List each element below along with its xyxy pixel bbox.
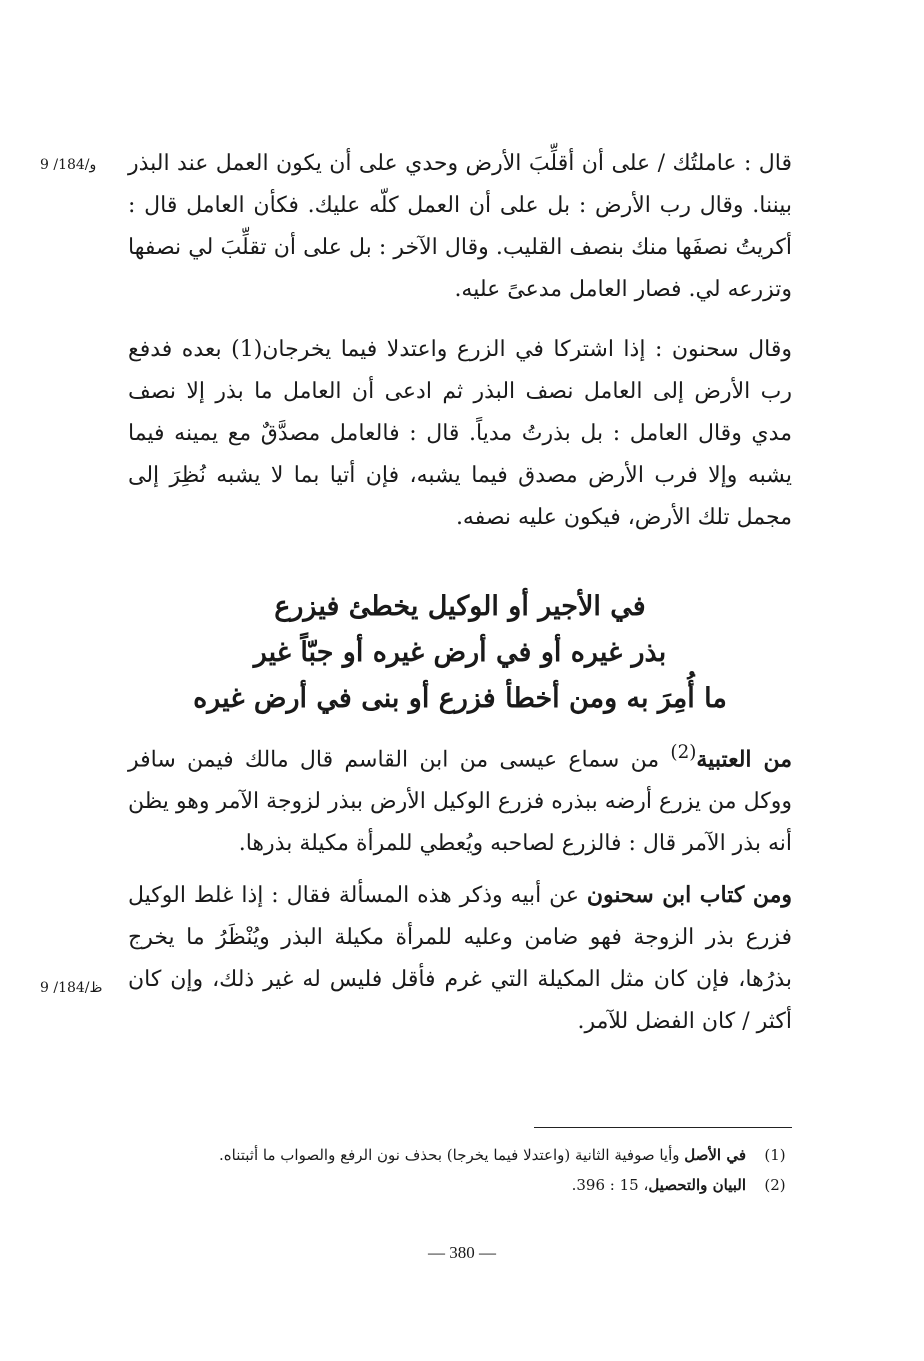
source-title: من العتبية xyxy=(696,746,792,773)
section-title-line-2: بذر غيره أو في أرض غيره أو جبّاً غير xyxy=(253,637,667,668)
paragraph-text xyxy=(128,732,792,865)
paragraph-2 xyxy=(128,329,792,539)
margin-reference-folio: 9 /184/و xyxy=(40,157,97,173)
margin-reference-folio: 9 /184/ظ xyxy=(40,980,103,996)
footnote-source: البيان والتحصيل xyxy=(648,1176,746,1194)
paragraph-3 xyxy=(128,732,792,865)
section-title-line-3: ما أُمِرَ به ومن أخطأ فزرع أو بنى في أرض غيره xyxy=(193,683,727,714)
footnote-divider xyxy=(534,1127,792,1128)
footnotes xyxy=(130,1140,794,1200)
footnote-marker: (2) xyxy=(670,742,697,763)
paragraph-4 xyxy=(128,874,792,1043)
source-title: ومن كتاب ابن سحنون xyxy=(586,882,793,908)
paragraph-1 xyxy=(128,143,792,311)
footnote-2 xyxy=(130,1170,794,1200)
footnote-number: (1) xyxy=(764,1146,786,1164)
paragraph-text xyxy=(128,874,792,1043)
paragraph-body: عن أبيه وذكر هذه المسألة فقال : إذا غلط الوكيل فزرع بذر الزوجة فهو ضامن وعليه للمرأة مكيلة البذر ويُنْظَرُ ما يخرج بذرُها، فإن كان مثل المكيلة التي غرم فأقل فليس له غير ذلك، وإن كان أكثر / كان الفضل للآمر. xyxy=(128,883,792,1034)
footnote-text xyxy=(130,1170,746,1200)
section-title-line-1: في الأجير أو الوكيل يخطئ فيزرع xyxy=(274,591,646,622)
paragraph-text: قال : عاملتُك / على أن أقلِّبَ الأرض وحدي على أن يكون العمل عند البذر بيننا. وقال رب الأرض : بل على أن العمل كلّه عليك. فكأن العامل قال : أكريتُ نصفَها منك بنصف القليب. وقال الآخر : بل على أن تقلِّبَ لي نصفها وتزرعه لي. فصار العامل مدعىً عليه. xyxy=(128,151,792,302)
footnote-source: في الأصل xyxy=(684,1146,746,1164)
footnote-text xyxy=(130,1140,746,1170)
paragraph-body: من سماع عيسى من ابن القاسم قال مالك فيمن سافر ووكل من يزرع أرضه ببذره فزرع الوكيل الأرض ببذر لزوجة الآمر وهو يظن أنه بذر الآمر قال : فالزرع لصاحبه ويُعطي للمرأة مكيلة بذرها. xyxy=(128,747,792,857)
section-title xyxy=(150,584,770,722)
paragraph-text: وقال سحنون : إذا اشتركا في الزرع واعتدلا فيما يخرجان(1) بعده فدفع رب الأرض إلى العامل نصف البذر ثم ادعى أن العامل ما بذر إلا نصف مدي وقال العامل : بل بذرتُ مدياً. قال : فالعامل مصدَّقٌ مع يمينه فيما يشبه وإلا فرب الأرض مصدق فيما يشبه، فإن أتيا بما لا يشبه نُظِرَ إلى مجمل تلك الأرض، فيكون عليه نصفه. xyxy=(128,337,792,530)
footnote-body: ، 15 : 396. xyxy=(571,1176,649,1194)
footnote-body: وأيا صوفية الثانية (واعتدلا فيما يخرجا) بحذف نون الرفع والصواب ما أثبتناه. xyxy=(219,1146,685,1164)
page-number: — 380 — xyxy=(428,1243,496,1262)
footnote-1 xyxy=(130,1140,794,1170)
footnote-number: (2) xyxy=(764,1176,786,1194)
